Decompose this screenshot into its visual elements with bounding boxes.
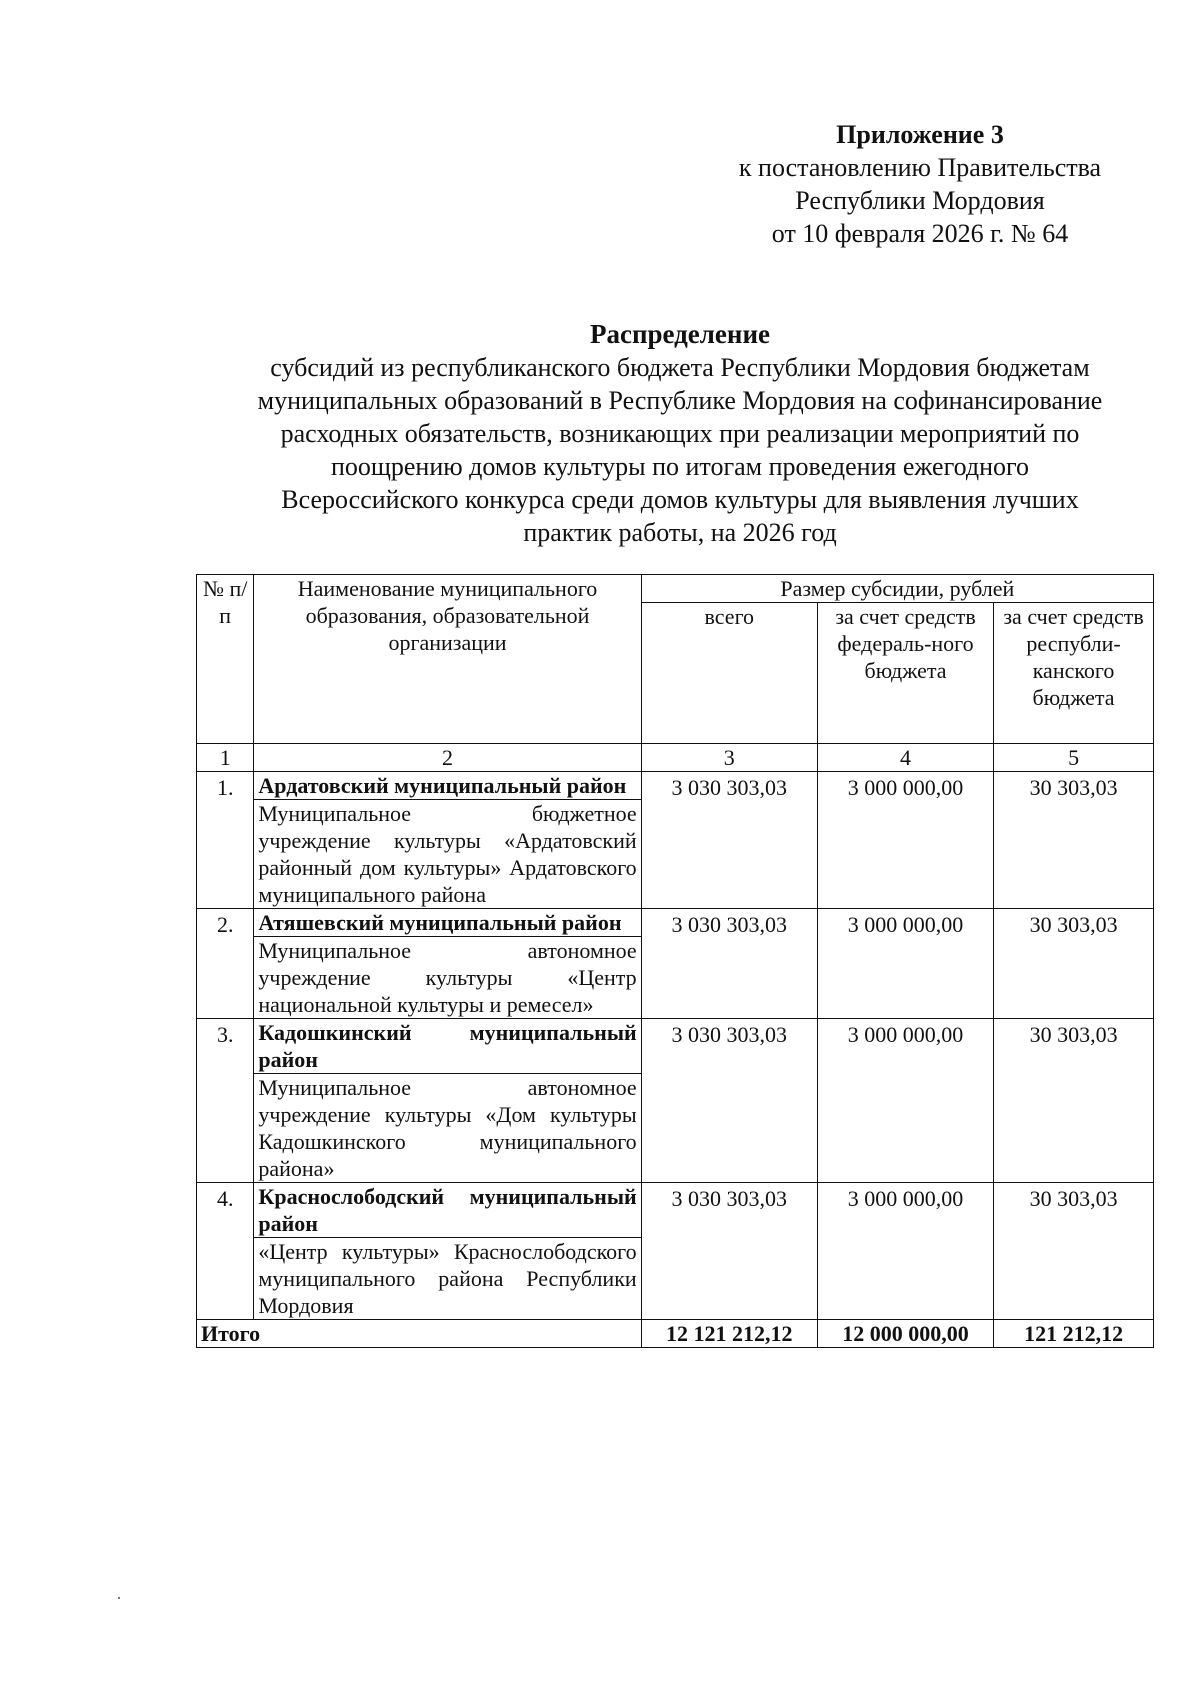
- amount-republic: 30 303,03: [994, 1183, 1154, 1320]
- totals-label: Итого: [197, 1320, 642, 1348]
- organization-name: Муниципальное автономное учреждение культуры «Центр национальной культуры и ремесел»: [254, 937, 641, 1019]
- amount-republic: 30 303,03: [994, 1019, 1154, 1183]
- header-federal: за счет средств федераль-ного бюджета: [817, 603, 993, 744]
- amount-federal: 3 000 000,00: [817, 909, 993, 1019]
- totals-republic: 121 212,12: [994, 1320, 1154, 1348]
- subsidy-table: [196, 574, 1154, 1348]
- appendix-date-number: от 10 февраля 2026 г. № 64: [771, 219, 1069, 248]
- amount-total: 3 030 303,03: [641, 1019, 817, 1183]
- amount-total: 3 030 303,03: [641, 772, 817, 909]
- row-number: 2.: [197, 909, 254, 1019]
- municipality-name: Краснослободский муниципальный район: [254, 1183, 641, 1238]
- amount-federal: 3 000 000,00: [817, 1019, 993, 1183]
- document-heading: [200, 318, 1160, 549]
- totals-federal: 12 000 000,00: [817, 1320, 993, 1348]
- appendix-line: к постановлению Правительства: [738, 153, 1102, 182]
- amount-federal: 3 000 000,00: [817, 772, 993, 909]
- subtitle-line: расходных обязательств, возникающих при реализации мероприятий по: [280, 419, 1080, 448]
- organization-name: «Центр культуры» Краснослободского муниципального района Республики Мордовия: [254, 1238, 641, 1320]
- column-number: 1: [197, 744, 254, 772]
- appendix-line: Республики Мордовия: [795, 186, 1045, 215]
- appendix-block: [700, 118, 1140, 250]
- amount-total: 3 030 303,03: [641, 909, 817, 1019]
- header-num: № п/п: [197, 575, 254, 744]
- header-republic: за счет средств республи-канского бюджета: [994, 603, 1154, 744]
- subtitle-line: субсидий из республиканского бюджета Республики Мордовия бюджетам: [270, 353, 1090, 382]
- header-name: Наименование муниципального образования, образовательной организации: [254, 575, 641, 744]
- appendix-title: Приложение 3: [836, 120, 1004, 149]
- row-number: 3.: [197, 1019, 254, 1183]
- header-total: всего: [641, 603, 817, 744]
- document-title: Распределение: [589, 319, 771, 349]
- row-number: 4.: [197, 1183, 254, 1320]
- municipality-name: Атяшевский муниципальный район: [254, 909, 641, 937]
- subtitle-line: муниципальных образований в Республике Мордовия на софинансирование: [257, 386, 1103, 415]
- table-row: [197, 1183, 1154, 1238]
- table-row: [197, 772, 1154, 800]
- subtitle-line: поощрению домов культуры по итогам проведения ежегодного: [330, 452, 1030, 481]
- totals-total: 12 121 212,12: [641, 1320, 817, 1348]
- subtitle-line: Всероссийского конкурса среди домов культуры для выявления лучших: [281, 485, 1079, 514]
- column-number-row: [197, 744, 1154, 772]
- table-header-row: [197, 575, 1154, 603]
- table-row: [197, 1019, 1154, 1074]
- amount-total: 3 030 303,03: [641, 1183, 817, 1320]
- organization-name: Муниципальное автономное учреждение культуры «Дом культуры Кадошкинского муниципального района»: [254, 1074, 641, 1183]
- row-number: 1.: [197, 772, 254, 909]
- municipality-name: Кадошкинский муниципальный район: [254, 1019, 641, 1074]
- table-row: [197, 909, 1154, 937]
- subtitle-line: практик работы, на 2026 год: [523, 518, 837, 547]
- municipality-name: Ардатовский муниципальный район: [254, 772, 641, 800]
- column-number: 3: [641, 744, 817, 772]
- scan-speck: [118, 1597, 120, 1599]
- column-number: 5: [994, 744, 1154, 772]
- header-amount-group: Размер субсидии, рублей: [641, 575, 1153, 603]
- amount-republic: 30 303,03: [994, 909, 1154, 1019]
- amount-federal: 3 000 000,00: [817, 1183, 993, 1320]
- organization-name: Муниципальное бюджетное учреждение культуры «Ардатовский районный дом культуры» Ардатовского муниципального района: [254, 800, 641, 909]
- column-number: 2: [254, 744, 641, 772]
- column-number: 4: [817, 744, 993, 772]
- amount-republic: 30 303,03: [994, 772, 1154, 909]
- totals-row: [197, 1320, 1154, 1348]
